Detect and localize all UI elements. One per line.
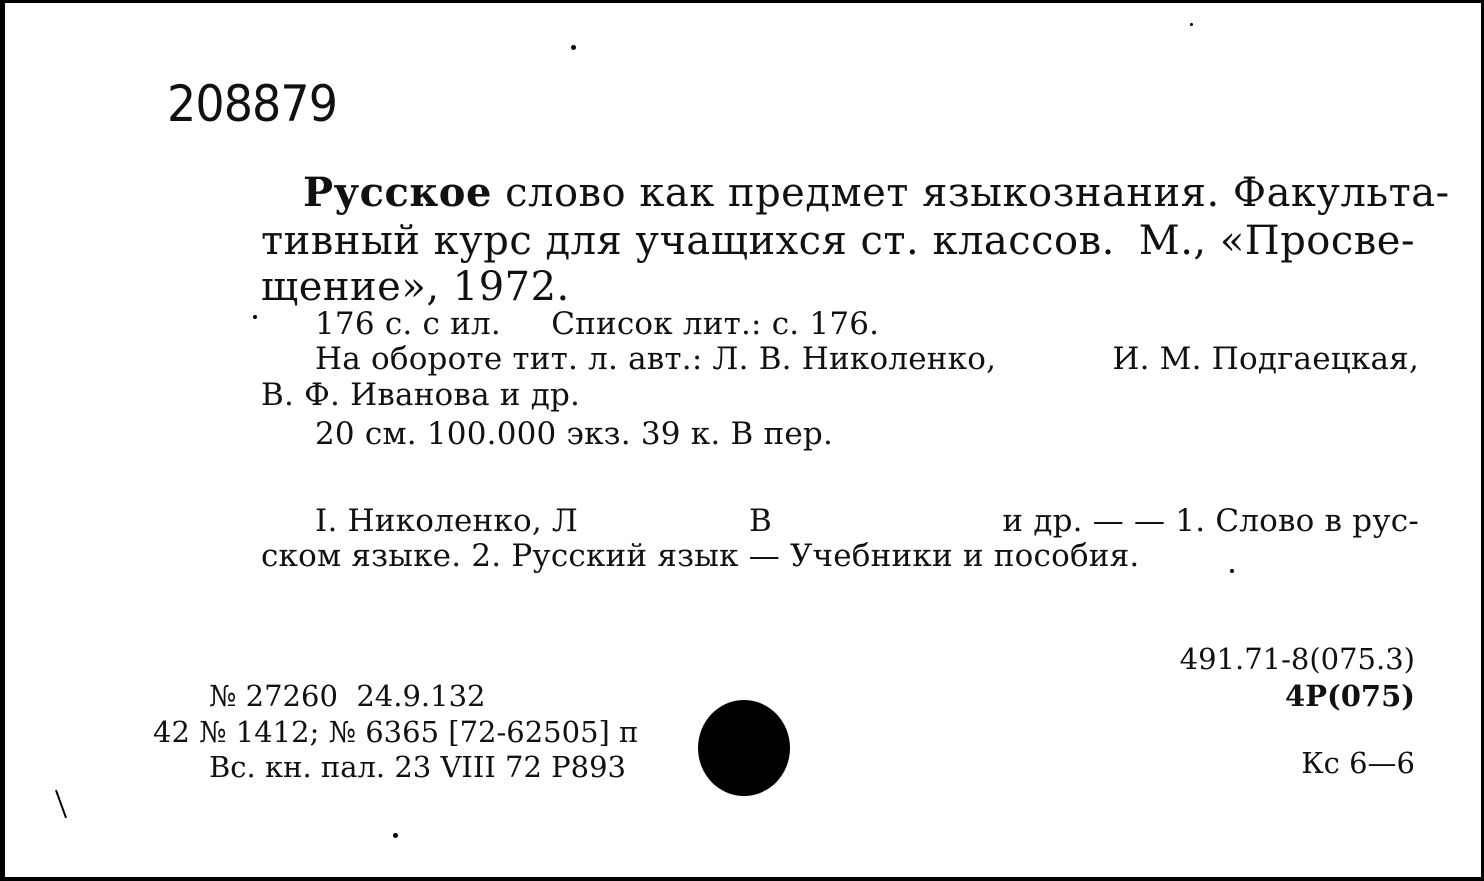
bbk-index: 4Р(075) bbox=[1285, 679, 1415, 713]
card-number: № 27260 24.9.132 bbox=[209, 679, 486, 713]
author-mark: Кс 6—6 bbox=[1301, 746, 1415, 780]
tracing-line-2: ском языке. 2. Русский язык — Учебники и пособия. bbox=[261, 538, 1140, 574]
verso-line-1-left: На обороте тит. л. авт.: Л. В. Николенко, bbox=[315, 341, 997, 377]
tracing-line-1-b: В bbox=[749, 503, 772, 539]
punch-hole bbox=[698, 700, 790, 796]
title-line-3: щение», 1972. bbox=[261, 264, 570, 310]
speck bbox=[253, 315, 257, 319]
title-line-1-rest: слово как предмет языкознания. Факульта- bbox=[491, 170, 1450, 216]
accession-number: 208879 bbox=[167, 75, 338, 133]
order-number: 42 № 1412; № 6365 [72-62505] п bbox=[153, 715, 639, 749]
speck bbox=[571, 45, 576, 50]
verso-line-1-right: И. М. Подгаецкая, bbox=[1112, 341, 1419, 377]
speck bbox=[1230, 569, 1234, 573]
title-line-2-right: М., «Просве- bbox=[1138, 218, 1415, 264]
udc-index: 491.71-8(075.3) bbox=[1179, 642, 1415, 676]
speck bbox=[1190, 23, 1193, 26]
speck bbox=[393, 833, 398, 838]
title-bold-word: Русское bbox=[303, 169, 492, 216]
tracing-line-1-a: I. Николенко, Л bbox=[315, 503, 579, 539]
size-print-price: 20 см. 100.000 экз. 39 к. В пер. bbox=[315, 416, 834, 452]
title-line-1 bbox=[303, 169, 1450, 216]
physical-description: 176 с. с ил. Список лит.: с. 176. bbox=[315, 306, 880, 342]
tracing-line-1-c: и др. — — 1. Слово в рус- bbox=[1002, 503, 1419, 539]
title-line-2-left: тивный курс для учащихся ст. классов. bbox=[261, 218, 1115, 264]
registry-line: Вс. кн. пал. 23 VIII 72 Р893 bbox=[209, 750, 626, 784]
speck bbox=[55, 790, 67, 819]
verso-line-2: В. Ф. Иванова и др. bbox=[261, 377, 581, 413]
